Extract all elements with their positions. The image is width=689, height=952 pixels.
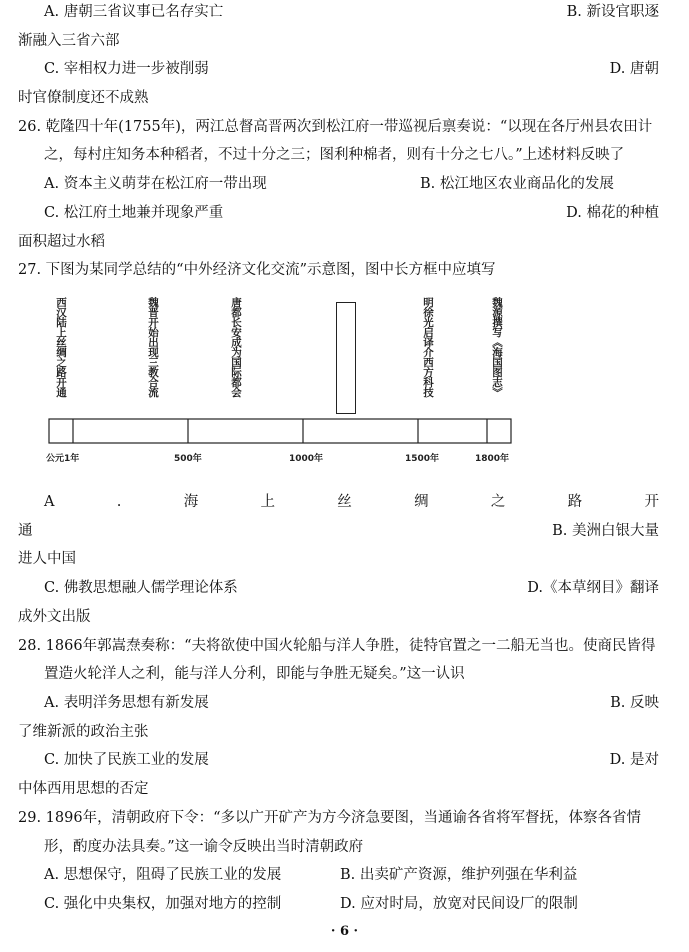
question-28-option-b: B. 反映 <box>610 695 659 711</box>
question-27-option-a: A . 海 上 丝 绸 之 路 开 <box>44 494 659 510</box>
option-continuation: 成外文出版 <box>18 609 91 625</box>
timeline-tick: 1500年 <box>405 454 440 464</box>
question-29-option-b: B. 出卖矿产资源，维护列强在华利益 <box>340 867 578 883</box>
answer-blank-box <box>336 302 356 414</box>
timeline-tick: 1000年 <box>289 454 324 464</box>
timeline-label: 西汉陆上丝绸之路开通 <box>55 297 67 397</box>
page-number: · 6 · <box>330 924 359 939</box>
option-continuation: 中体西用思想的否定 <box>18 781 149 797</box>
question-28-stem: 28. 1866年郭嵩焘奏称：“夫将欲使中国火轮船与洋人争胜，徒特官置之一二船无当也。使商民皆得 <box>18 638 656 654</box>
question-27-option-b: B. 美洲白银大量 <box>552 523 659 539</box>
timeline-tick: 1800年 <box>475 454 510 464</box>
option-text: B. 新设官职逐 <box>566 4 659 20</box>
question-28-option-c: C. 加快了民族工业的发展 <box>44 752 209 768</box>
timeline-tick: 公元1年 <box>46 454 80 464</box>
option-continuation: 通 <box>18 523 33 539</box>
question-27-option-d: D.《本草纲目》翻译 <box>527 580 659 596</box>
option-text: C. 宰相权力进一步被削弱 <box>44 61 209 77</box>
question-29-option-d: D. 应对时局，放宽对民间设厂的限制 <box>340 896 578 912</box>
option-continuation: 面积超过水稻 <box>18 234 105 250</box>
question-26-stem: 之，每村庄知务本种稻者，不过十分之三；图利种棉者，则有十分之七八。”上述材料反映了 <box>44 147 625 163</box>
question-29-option-c: C. 强化中央集权，加强对地方的控制 <box>44 896 282 912</box>
timeline-label: 魏晋开始出现三教合流 <box>147 297 159 397</box>
timeline-tick: 500年 <box>174 454 202 464</box>
question-29-stem: 形，酌度办法具奏。”这一谕令反映出当时清朝政府 <box>44 839 364 855</box>
question-29-option-a: A. 思想保守，阻碍了民族工业的发展 <box>44 867 282 883</box>
option-continuation: 了维新派的政治主张 <box>18 724 149 740</box>
question-29-stem: 29. 1896年，清朝政府下令：“多以广开矿产为方今济急要图，当通谕各省将军督抚，体察各省情 <box>18 810 641 826</box>
option-continuation: 进人中国 <box>18 551 76 567</box>
question-26-option-b: B. 松江地区农业商品化的发展 <box>420 176 614 192</box>
question-28-option-d: D. 是对 <box>609 752 659 768</box>
question-26-stem: 26. 乾隆四十年(1755年)，两江总督高晋两次到松江府一带巡视后禀奏说：“以现在各厅州县农田计 <box>18 119 653 135</box>
question-27-stem: 27. 下图为某同学总结的“中外经济文化交流”示意图，图中长方框中应填写 <box>18 262 496 278</box>
option-text: A. 唐朝三省议事已名存实亡 <box>44 4 224 20</box>
question-28-option-a: A. 表明洋务思想有新发展 <box>44 695 209 711</box>
question-26-option-a: A. 资本主义萌芽在松江府一带出现 <box>44 176 267 192</box>
timeline-label: 唐都长安成为国际都会 <box>230 297 242 397</box>
question-28-stem: 置造火轮洋人之利，能与洋人分利，即能与争胜无疑矣。”这一认识 <box>44 666 465 682</box>
option-text: D. 唐朝 <box>609 61 659 77</box>
option-continuation: 时官僚制度还不成熟 <box>18 90 149 106</box>
question-26-option-c: C. 松江府土地兼并现象严重 <box>44 205 224 221</box>
timeline-label: 明徐光启译介西方科技 <box>422 297 434 397</box>
timeline-label: 魏源撰写《海国图志》 <box>491 297 503 397</box>
question-27-option-c: C. 佛教思想融人儒学理论体系 <box>44 580 238 596</box>
question-26-option-d: D. 棉花的种植 <box>566 205 659 221</box>
option-continuation: 渐融入三省六部 <box>18 33 120 49</box>
